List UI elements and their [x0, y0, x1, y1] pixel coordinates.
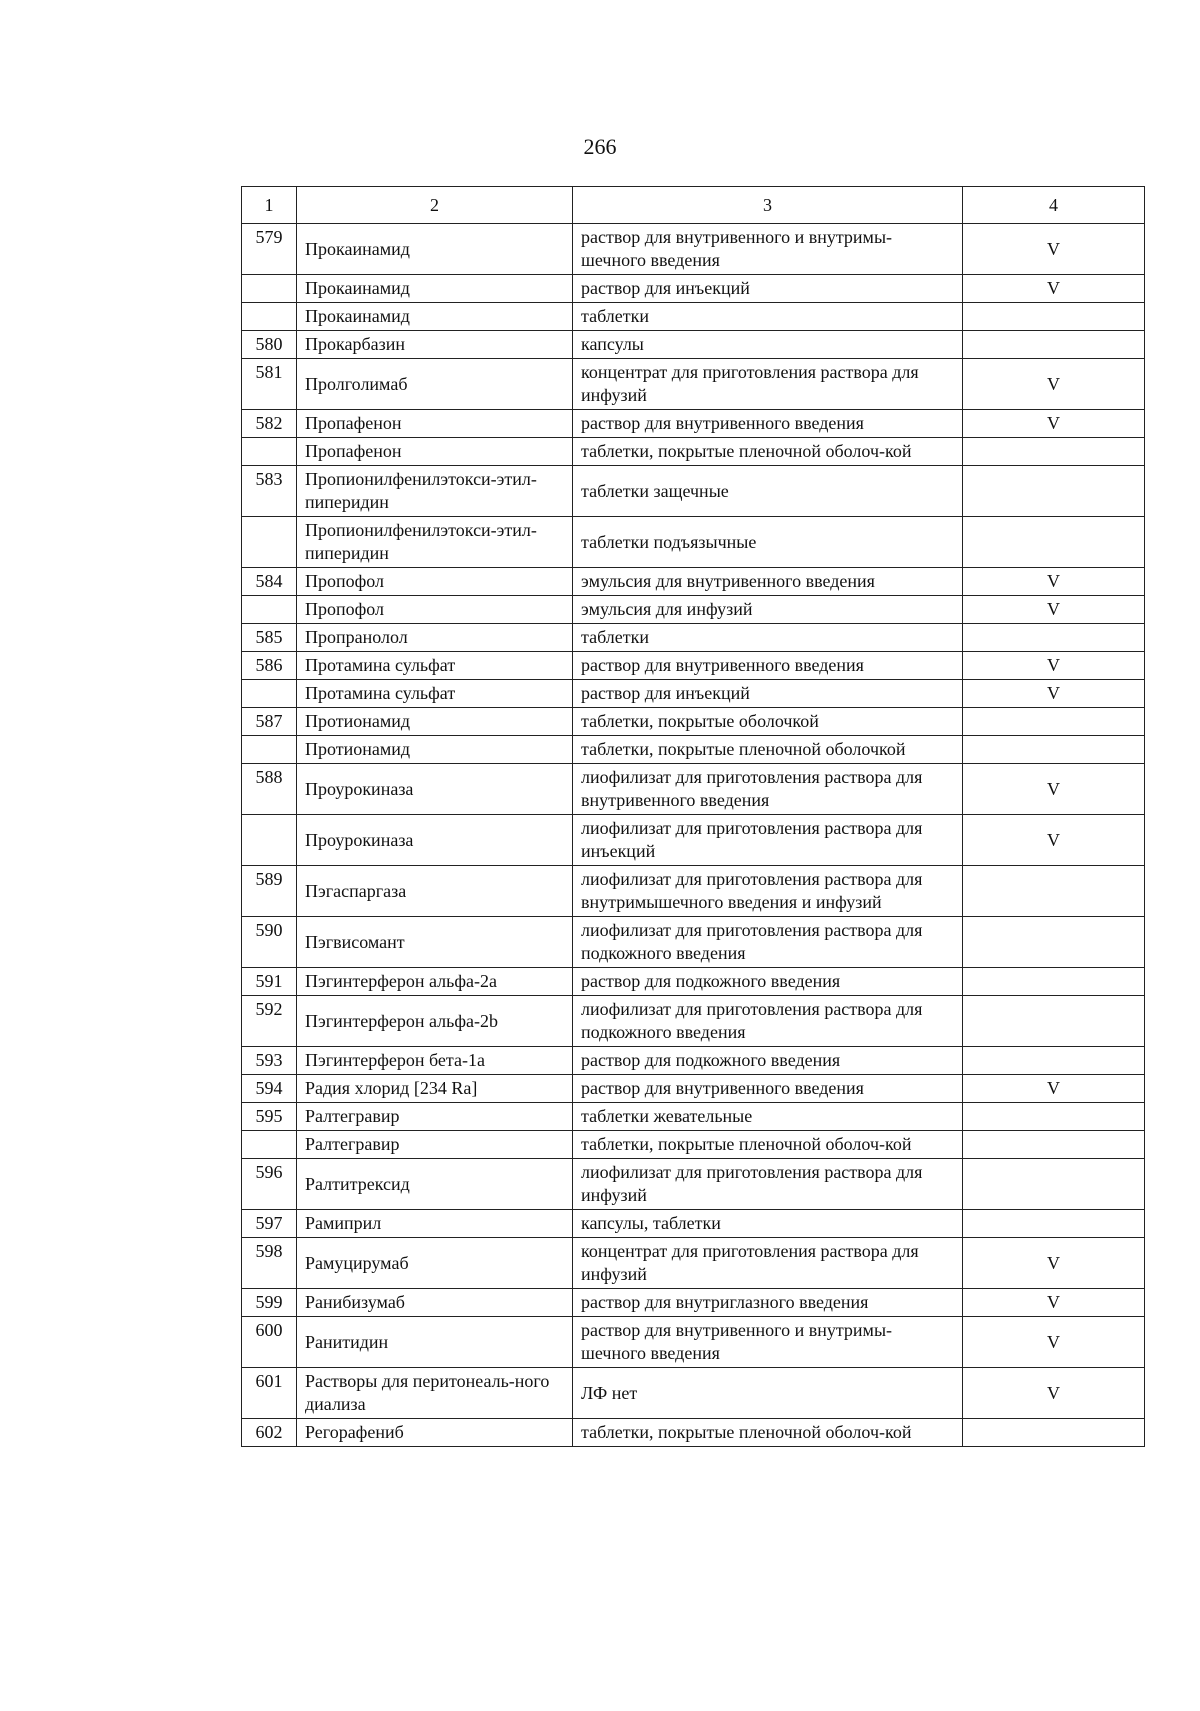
table-row [242, 1210, 1145, 1238]
table-row [242, 917, 1145, 968]
row-number-cell [242, 438, 297, 466]
drug-name-cell: Прокарбазин [297, 331, 573, 359]
table-row [242, 624, 1145, 652]
mark-cell [963, 1210, 1145, 1238]
row-number-cell [242, 303, 297, 331]
table-row [242, 968, 1145, 996]
dosage-form-cell: таблетки, покрытые пленочной оболочкой [573, 736, 963, 764]
mark-cell [963, 466, 1145, 517]
row-number-cell: 585 [242, 624, 297, 652]
dosage-form-cell: лиофилизат для приготовления раствора для внутривенного введения [573, 764, 963, 815]
dosage-form-cell: раствор для внутривенного и внутримы-шечного введения [573, 224, 963, 275]
dosage-form-cell: таблетки [573, 303, 963, 331]
drug-name-cell: Пэгинтерферон альфа-2а [297, 968, 573, 996]
drug-name-cell: Прокаинамид [297, 224, 573, 275]
dosage-form-cell: концентрат для приготовления раствора для инфузий [573, 1238, 963, 1289]
mark-cell [963, 917, 1145, 968]
mark-cell: V [963, 275, 1145, 303]
table-row [242, 1075, 1145, 1103]
drug-name-cell: Ралтегравир [297, 1103, 573, 1131]
table-row [242, 1159, 1145, 1210]
table-row [242, 275, 1145, 303]
table-row [242, 438, 1145, 466]
mark-cell [963, 866, 1145, 917]
drug-name-cell: Рамиприл [297, 1210, 573, 1238]
mark-cell [963, 624, 1145, 652]
row-number-cell: 591 [242, 968, 297, 996]
table-row [242, 1238, 1145, 1289]
drug-name-cell: Протамина сульфат [297, 680, 573, 708]
table-row [242, 1317, 1145, 1368]
row-number-cell [242, 815, 297, 866]
drug-name-cell: Проурокиназа [297, 815, 573, 866]
row-number-cell: 580 [242, 331, 297, 359]
page-number: 266 [583, 134, 617, 159]
mark-cell [963, 996, 1145, 1047]
table-row [242, 517, 1145, 568]
dosage-form-cell: эмульсия для внутривенного введения [573, 568, 963, 596]
row-number-cell: 589 [242, 866, 297, 917]
row-number-cell: 581 [242, 359, 297, 410]
mark-cell [963, 303, 1145, 331]
dosage-form-cell: ЛФ нет [573, 1368, 963, 1419]
drug-name-cell: Пропафенон [297, 438, 573, 466]
drug-name-cell: Пролголимаб [297, 359, 573, 410]
drug-name-cell: Пропофол [297, 568, 573, 596]
drug-name-cell: Пропранолол [297, 624, 573, 652]
mark-cell: V [963, 568, 1145, 596]
row-number-cell [242, 1131, 297, 1159]
drug-name-cell: Прокаинамид [297, 303, 573, 331]
drug-name-cell: Пэгинтерферон альфа-2b [297, 996, 573, 1047]
row-number-cell: 596 [242, 1159, 297, 1210]
dosage-form-cell: концентрат для приготовления раствора для инфузий [573, 359, 963, 410]
row-number-cell: 583 [242, 466, 297, 517]
table-row [242, 1368, 1145, 1419]
dosage-form-cell: лиофилизат для приготовления раствора для подкожного введения [573, 996, 963, 1047]
drug-name-cell: Пропионилфенилэтокси-этил-пиперидин [297, 517, 573, 568]
drug-name-cell: Пэгинтерферон бета-1а [297, 1047, 573, 1075]
table-row [242, 1289, 1145, 1317]
dosage-form-cell: лиофилизат для приготовления раствора для инъекций [573, 815, 963, 866]
row-number-cell: 579 [242, 224, 297, 275]
dosage-form-cell: таблетки, покрытые оболочкой [573, 708, 963, 736]
row-number-cell [242, 517, 297, 568]
mark-cell [963, 1103, 1145, 1131]
mark-cell [963, 438, 1145, 466]
dosage-form-cell: таблетки [573, 624, 963, 652]
dosage-form-cell: лиофилизат для приготовления раствора для подкожного введения [573, 917, 963, 968]
drug-name-cell: Протамина сульфат [297, 652, 573, 680]
mark-cell [963, 968, 1145, 996]
drug-name-cell: Пэгаспаргаза [297, 866, 573, 917]
table-row [242, 1103, 1145, 1131]
dosage-form-cell: таблетки подъязычные [573, 517, 963, 568]
drug-name-cell: Ранибизумаб [297, 1289, 573, 1317]
table-body [242, 224, 1145, 1447]
drug-name-cell: Радия хлорид [234 Ra] [297, 1075, 573, 1103]
dosage-form-cell: раствор для внутривенного введения [573, 410, 963, 438]
row-number-cell: 584 [242, 568, 297, 596]
mark-cell: V [963, 1238, 1145, 1289]
row-number-cell: 586 [242, 652, 297, 680]
table-row [242, 224, 1145, 275]
row-number-cell: 600 [242, 1317, 297, 1368]
row-number-cell: 599 [242, 1289, 297, 1317]
dosage-form-cell: раствор для подкожного введения [573, 968, 963, 996]
row-number-cell: 595 [242, 1103, 297, 1131]
mark-cell [963, 517, 1145, 568]
dosage-form-cell: таблетки, покрытые пленочной оболоч-кой [573, 438, 963, 466]
mark-cell: V [963, 680, 1145, 708]
mark-cell: V [963, 1289, 1145, 1317]
table-row [242, 1047, 1145, 1075]
row-number-cell [242, 736, 297, 764]
table-row [242, 996, 1145, 1047]
drug-name-cell: Ралтитрексид [297, 1159, 573, 1210]
row-number-cell: 593 [242, 1047, 297, 1075]
dosage-form-cell: раствор для внутривенного введения [573, 1075, 963, 1103]
mark-cell: V [963, 764, 1145, 815]
dosage-form-cell: раствор для внутривенного введения [573, 652, 963, 680]
drug-name-cell: Проурокиназа [297, 764, 573, 815]
dosage-form-cell: эмульсия для инфузий [573, 596, 963, 624]
mark-cell [963, 708, 1145, 736]
table-row [242, 764, 1145, 815]
mark-cell: V [963, 1368, 1145, 1419]
table-row [242, 1419, 1145, 1447]
drug-name-cell: Рамуцирумаб [297, 1238, 573, 1289]
mark-cell [963, 1131, 1145, 1159]
dosage-form-cell: раствор для внутривенного и внутримы-шечного введения [573, 1317, 963, 1368]
dosage-form-cell: лиофилизат для приготовления раствора для внутримышечного введения и инфузий [573, 866, 963, 917]
mark-cell: V [963, 596, 1145, 624]
drug-name-cell: Ранитидин [297, 1317, 573, 1368]
mark-cell [963, 1419, 1145, 1447]
dosage-form-cell: таблетки жевательные [573, 1103, 963, 1131]
row-number-cell: 598 [242, 1238, 297, 1289]
table-row [242, 1131, 1145, 1159]
drug-name-cell: Протионамид [297, 708, 573, 736]
table-row [242, 736, 1145, 764]
row-number-cell [242, 275, 297, 303]
row-number-cell: 592 [242, 996, 297, 1047]
dosage-form-cell: раствор для подкожного введения [573, 1047, 963, 1075]
table-row [242, 680, 1145, 708]
drug-name-cell: Пэгвисомант [297, 917, 573, 968]
drug-name-cell: Прокаинамид [297, 275, 573, 303]
row-number-cell: 582 [242, 410, 297, 438]
row-number-cell: 587 [242, 708, 297, 736]
drug-name-cell: Пропафенон [297, 410, 573, 438]
column-header: 3 [573, 187, 963, 224]
dosage-form-cell: раствор для инъекций [573, 275, 963, 303]
drug-name-cell: Растворы для перитонеаль-ного диализа [297, 1368, 573, 1419]
table-row [242, 410, 1145, 438]
mark-cell [963, 736, 1145, 764]
table-header-row [242, 187, 1145, 224]
row-number-cell [242, 596, 297, 624]
drug-name-cell: Регорафениб [297, 1419, 573, 1447]
dosage-form-cell: раствор для внутриглазного введения [573, 1289, 963, 1317]
mark-cell: V [963, 359, 1145, 410]
mark-cell: V [963, 815, 1145, 866]
table-row [242, 568, 1145, 596]
column-header: 2 [297, 187, 573, 224]
drug-name-cell: Протионамид [297, 736, 573, 764]
mark-cell [963, 1159, 1145, 1210]
column-header: 4 [963, 187, 1145, 224]
row-number-cell: 588 [242, 764, 297, 815]
table-row [242, 652, 1145, 680]
drug-table [241, 186, 1145, 1447]
table-row [242, 331, 1145, 359]
dosage-form-cell: таблетки, покрытые пленочной оболоч-кой [573, 1131, 963, 1159]
row-number-cell: 590 [242, 917, 297, 968]
dosage-form-cell: раствор для инъекций [573, 680, 963, 708]
mark-cell: V [963, 410, 1145, 438]
dosage-form-cell: лиофилизат для приготовления раствора для инфузий [573, 1159, 963, 1210]
row-number-cell: 594 [242, 1075, 297, 1103]
row-number-cell: 597 [242, 1210, 297, 1238]
mark-cell [963, 331, 1145, 359]
table-row [242, 866, 1145, 917]
dosage-form-cell: таблетки, покрытые пленочной оболоч-кой [573, 1419, 963, 1447]
row-number-cell: 602 [242, 1419, 297, 1447]
row-number-cell: 601 [242, 1368, 297, 1419]
dosage-form-cell: капсулы, таблетки [573, 1210, 963, 1238]
mark-cell: V [963, 224, 1145, 275]
drug-name-cell: Пропофол [297, 596, 573, 624]
table-row [242, 596, 1145, 624]
mark-cell: V [963, 1075, 1145, 1103]
table-row [242, 303, 1145, 331]
table-row [242, 359, 1145, 410]
column-header: 1 [242, 187, 297, 224]
drug-name-cell: Пропионилфенилэтокси-этил-пиперидин [297, 466, 573, 517]
table-row [242, 466, 1145, 517]
mark-cell [963, 1047, 1145, 1075]
mark-cell: V [963, 1317, 1145, 1368]
dosage-form-cell: таблетки защечные [573, 466, 963, 517]
table-row [242, 708, 1145, 736]
drug-name-cell: Ралтегравир [297, 1131, 573, 1159]
mark-cell: V [963, 652, 1145, 680]
table-row [242, 815, 1145, 866]
dosage-form-cell: капсулы [573, 331, 963, 359]
row-number-cell [242, 680, 297, 708]
